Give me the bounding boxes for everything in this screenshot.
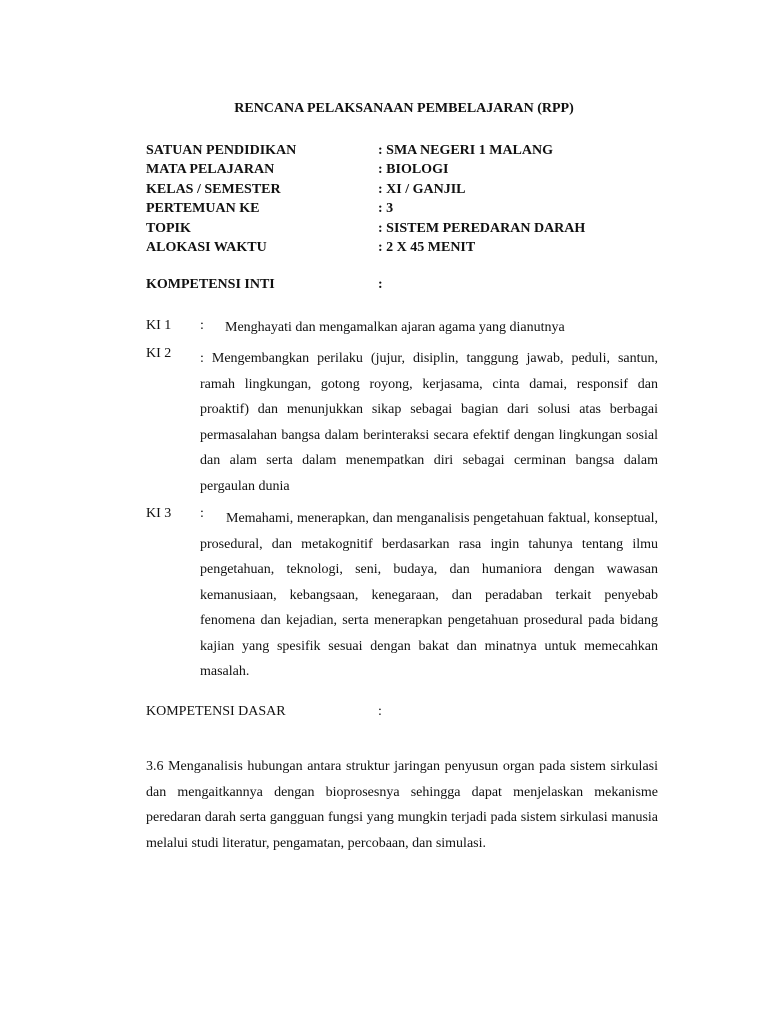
ki-2 xyxy=(146,346,658,499)
identity-row xyxy=(146,180,585,199)
ki-1 xyxy=(146,318,658,338)
ki-text: Menghayati dan mengamalkan ajaran agama yang dianutnya xyxy=(225,320,565,335)
identity-value: : SMA NEGERI 1 MALANG xyxy=(378,143,554,158)
ki-label: KI 2 xyxy=(146,346,172,361)
ki-colon: : xyxy=(200,506,204,521)
identity-value: : BIOLOGI xyxy=(378,162,449,178)
ki-text: Memahami, menerapkan, dan menganalisis pengetahuan faktual, konseptual, prosedural, dan metakognitif berdasarkan rasa ingin tahunya tentang ilmu pengetahuan, teknologi, seni, budaya, dan humaniora dengan wawasan kemanusiaan, kebangsaan, kenegaraan, dan peradaban terkait penyebab fenomena dan kejadian, serta menerapkan pengetahuan prosedural pada bidang kajian yang spesifik sesuai dengan bakat dan minatnya untuk memecahkan masalah. xyxy=(200,511,658,679)
section-colon: : xyxy=(378,704,382,719)
kompetensi-dasar-heading xyxy=(146,704,382,720)
ki-colon: : xyxy=(200,318,204,333)
kompetensi-dasar-text: 3.6 Menganalisis hubungan antara struktur jaringan penyusun organ pada sistem sirkulasi dan mengaitkannya dengan bioprosesnya sehingga dapat menjelaskan mekanisme peredaran darah serta gangguan fungsi yang mungkin terjadi pada sistem sirkulasi manusia melalui studi literatur, pengamatan, percobaan, dan simulasi. xyxy=(146,759,658,851)
identity-value: : SISTEM PEREDARAN DARAH xyxy=(378,220,586,236)
identity-label: MATA PELAJARAN xyxy=(146,162,275,178)
identity-label: KELAS / SEMESTER xyxy=(146,181,281,197)
identity-row xyxy=(146,141,585,160)
identity-label: TOPIK xyxy=(146,220,191,236)
section-colon: : xyxy=(378,277,383,292)
identity-table xyxy=(146,141,585,257)
document-title: RENCANA PELAKSANAAN PEMBELAJARAN (RPP) xyxy=(234,101,574,116)
ki-label: KI 1 xyxy=(146,318,172,333)
kompetensi-inti-heading xyxy=(146,277,383,293)
identity-value: : 3 xyxy=(378,201,394,217)
section-label: KOMPETENSI INTI xyxy=(146,277,275,292)
identity-value: : 2 X 45 MENIT xyxy=(378,239,476,255)
identity-row xyxy=(146,160,585,179)
ki-text: : Mengembangkan perilaku (jujur, disiplin, tanggung jawab, peduli, santun, ramah lingkungan, gotong royong, kerjasama, cinta damai, responsif dan proaktif) dan menunjukkan sikap sebagai bagian dari solusi atas berbagai permasalahan bangsa dalam berinteraksi secara efektif dengan lingkungan sosial dan alam serta dalam menempatkan diri sebagai cerminan bangsa dalam pergaulan dunia xyxy=(200,351,658,494)
identity-row xyxy=(146,238,585,257)
section-label: KOMPETENSI DASAR xyxy=(146,704,286,719)
identity-row xyxy=(146,199,585,218)
ki-label: KI 3 xyxy=(146,506,172,521)
identity-label: SATUAN PENDIDIKAN xyxy=(146,143,297,158)
identity-label: ALOKASI WAKTU xyxy=(146,239,267,255)
ki-3 xyxy=(146,506,658,685)
identity-label: PERTEMUAN KE xyxy=(146,201,260,217)
identity-value: : XI / GANJIL xyxy=(378,181,466,197)
identity-row xyxy=(146,219,585,238)
